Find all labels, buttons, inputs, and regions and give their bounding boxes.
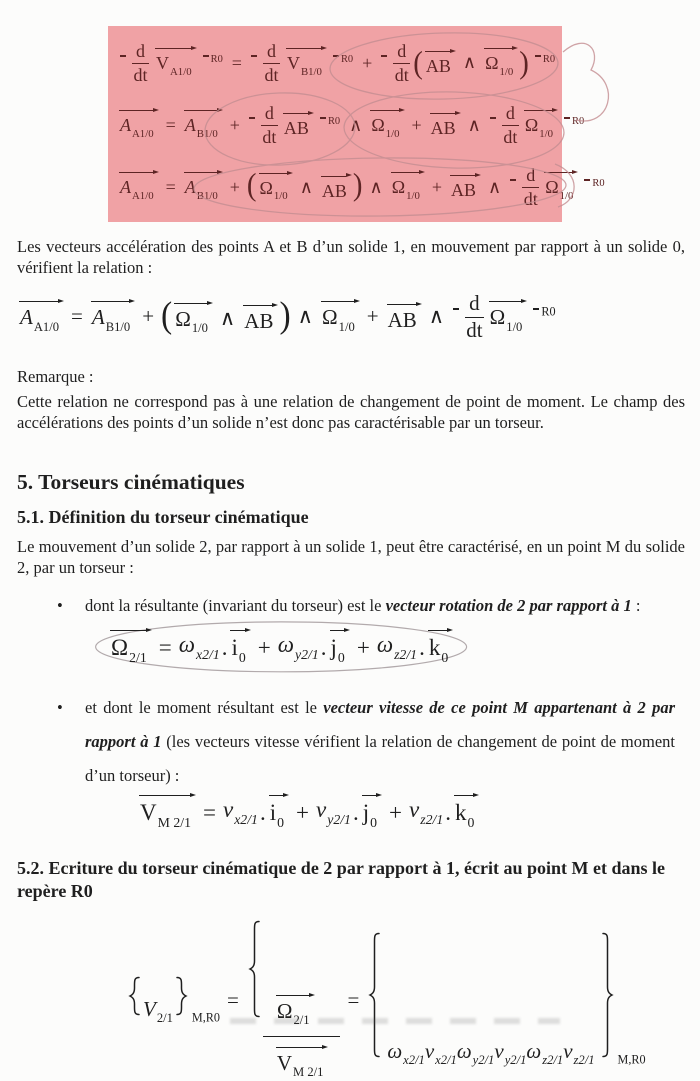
bullet-resultante-text: dont la résultante (invariant du torseur) est le vecteur rotation de 2 par rapport à 1 :: [85, 596, 641, 616]
equation-rotation-vector: Ω2/1 = ωx2/1 . i0 + ωy2/1 . j0 + ωz2/1 . k0: [109, 629, 453, 665]
highlighted-equation-box: [108, 26, 605, 222]
equation-velocity-vector: VM 2/1 = vx2/1 . i0 + vy2/1 . j0 + vz2/1 . k0: [138, 794, 479, 830]
scan-smudge: [230, 1018, 560, 1024]
remark-body: Cette relation ne correspond pas à une relation de changement de point de moment. Le champ des accélérations des points d’un solide n’est donc pas caractérisable par un torseur.: [17, 392, 685, 433]
equation-acceleration-step: AA1/0 = AB1/0 + d dt AB R0 ∧ Ω1/0 + AB ∧ d dt Ω1/0 R0: [120, 103, 585, 147]
movement-paragraph: Le mouvement d’un solide 2, par rapport à un solide 1, peut être caractérisé, en un point M du solide 2, par un torseur :: [17, 536, 685, 578]
document-page: [0, 26, 700, 1080]
bullet-resultante: [55, 595, 675, 616]
equation-rotation-vector-wrap: [93, 620, 469, 674]
bullet-moment: [55, 691, 675, 792]
bullet-moment-text: et dont le moment résultant est le vecteur vitesse de ce point M appartenant à 2 par rapport à 1 (les vecteurs vitesse vérifient la relation de changement de point de moment d’un torseur) :: [85, 697, 675, 785]
intro-paragraph: Les vecteurs accélération des points A et B d’un solide 1, en mouvement par rapport à un solide 0, vérifient la relation :: [17, 237, 685, 278]
equation-derivative-velocity: d dt VA1/0 R0 = d dt VB1/0 R0 + d dt ( AB ∧ Ω1/0 ) R0: [118, 37, 554, 88]
remark-title: Remarque :: [17, 367, 94, 387]
bullet-marker: •: [57, 596, 63, 616]
equation-acceleration-final: AA1/0 = AB1/0 + ( Ω1/0 ∧ AB ) ∧ Ω1/0 + AB ∧ d dt Ω1/0 R0: [120, 165, 605, 209]
equation-acceleration-relation: AA1/0 = AB1/0 + ( Ω1/0 ∧ AB ) ∧ Ω1/0 + AB ∧ d dt Ω1/0 R0: [20, 291, 556, 343]
bullet-marker: •: [57, 697, 63, 717]
section-5-heading: 5. Torseurs cinématiques: [17, 469, 245, 494]
section-5-2-heading: 5.2. Ecriture du torseur cinématique de 2 par rapport à 1, écrit au point M et dans le repère R0: [17, 858, 665, 902]
equation-torseur-cinematique: V2/1 M,R0 = Ω2/1 VM 2/1 = ωx2/1vx2/1ωy2/1vy2/1ωz2/1vz2/1 M,R0: [126, 920, 646, 1081]
section-5-1-heading: 5.1. Définition du torseur cinématique: [17, 507, 309, 528]
